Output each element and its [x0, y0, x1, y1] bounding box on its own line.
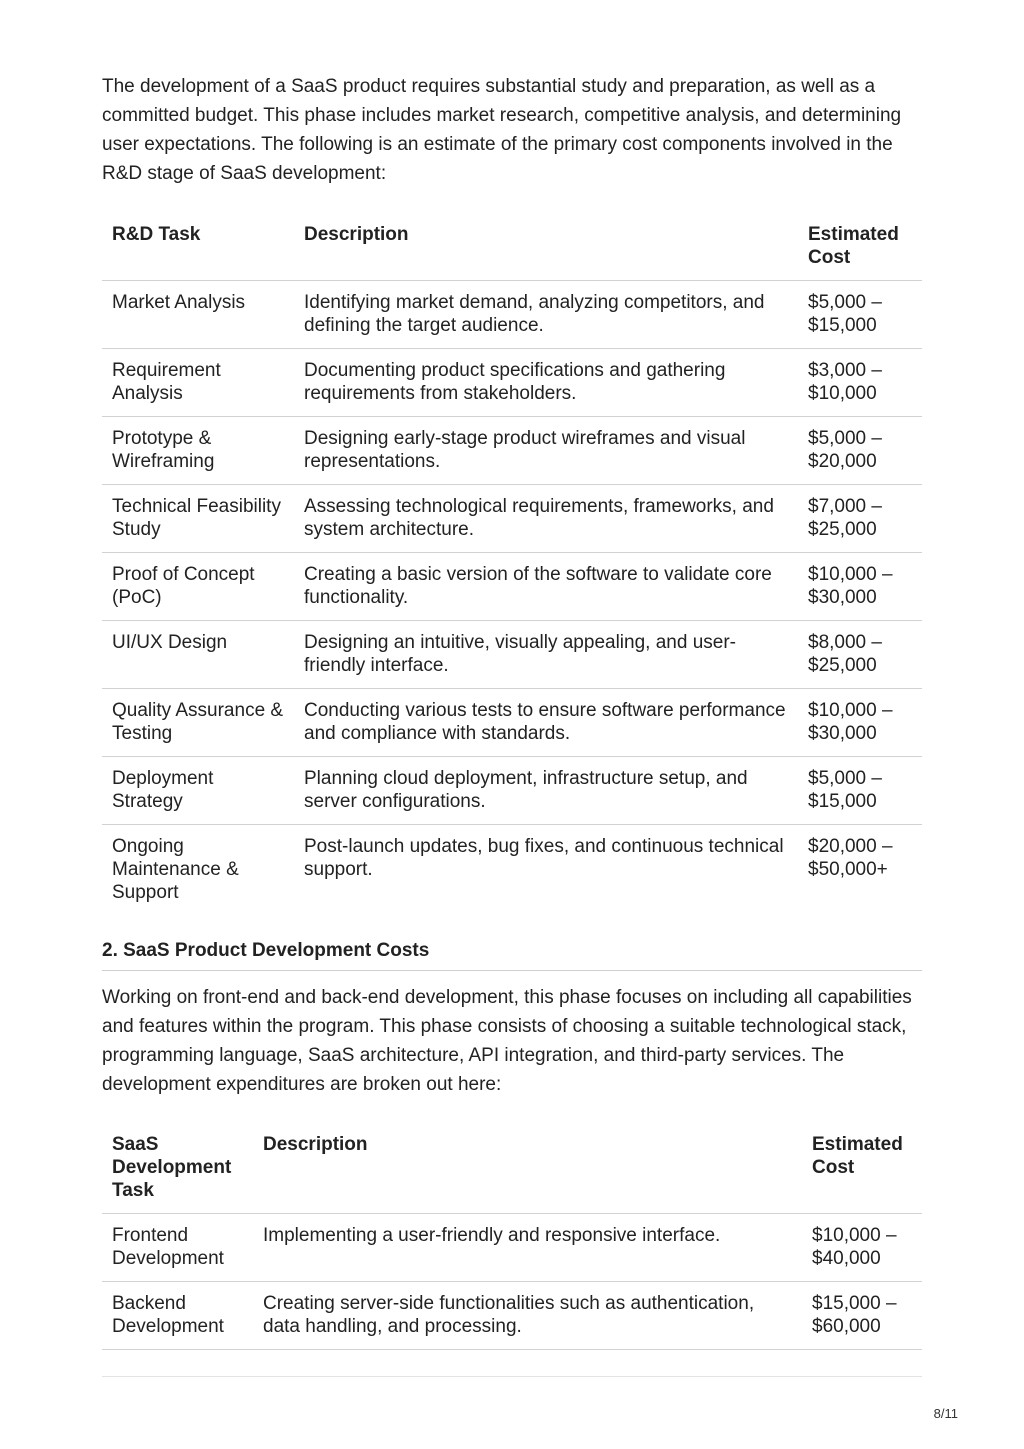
table-row	[102, 349, 922, 417]
document-body	[102, 72, 922, 1350]
description-cell: Documenting product specifications and gathering requirements from stakeholders.	[304, 360, 726, 404]
page-bottom-divider	[102, 1376, 922, 1377]
intro-paragraph: The development of a SaaS product requires substantial study and preparation, as well as a committed budget. This phase includes market research, competitive analysis, and determining user expectations. The following is an estimate of the primary cost components involved in the R&D stage of SaaS development:	[102, 76, 902, 184]
table-row	[102, 1282, 922, 1350]
table-header-row	[102, 1123, 922, 1214]
description-cell: Planning cloud deployment, infrastructure setup, and server configurations.	[304, 768, 748, 812]
description-cell: Creating a basic version of the software to validate core functionality.	[304, 564, 772, 608]
column-header-cost: Estimated Cost	[808, 224, 899, 268]
cost-cell: $5,000 – $15,000	[808, 768, 882, 812]
page-number: 8/11	[933, 1406, 958, 1421]
table-row	[102, 485, 922, 553]
column-header-description: Description	[304, 224, 409, 245]
table-row	[102, 757, 922, 825]
description-cell: Conducting various tests to ensure software performance and compliance with standards.	[304, 700, 786, 744]
description-cell: Identifying market demand, analyzing competitors, and defining the target audience.	[304, 292, 765, 336]
section-heading: 2. SaaS Product Development Costs	[102, 939, 922, 971]
task-cell: Market Analysis	[112, 292, 246, 313]
column-header-cost: Estimated Cost	[812, 1134, 903, 1178]
table-row	[102, 417, 922, 485]
table-row	[102, 281, 922, 349]
task-cell: Quality Assurance & Testing	[112, 700, 284, 744]
table-row	[102, 621, 922, 689]
cost-cell: $5,000 – $20,000	[808, 428, 882, 472]
task-cell: UI/UX Design	[112, 632, 228, 653]
description-cell: Post-launch updates, bug fixes, and continuous technical support.	[304, 836, 784, 880]
cost-cell: $5,000 – $15,000	[808, 292, 882, 336]
development-cost-table	[102, 1123, 922, 1350]
description-cell: Implementing a user-friendly and responsive interface.	[263, 1225, 721, 1246]
cost-cell: $10,000 – $40,000	[812, 1225, 897, 1269]
task-cell: Prototype & Wireframing	[112, 428, 215, 472]
column-header-task: R&D Task	[112, 224, 201, 245]
cost-cell: $7,000 – $25,000	[808, 496, 882, 540]
task-cell: Backend Development	[112, 1293, 224, 1337]
task-cell: Requirement Analysis	[112, 360, 221, 404]
cost-cell: $8,000 – $25,000	[808, 632, 882, 676]
task-cell: Deployment Strategy	[112, 768, 214, 812]
column-header-task: SaaS Development Task	[112, 1134, 232, 1201]
description-cell: Assessing technological requirements, frameworks, and system architecture.	[304, 496, 774, 540]
rd-cost-table	[102, 213, 922, 915]
task-cell: Frontend Development	[112, 1225, 224, 1269]
description-cell: Creating server-side functionalities such as authentication, data handling, and processing.	[263, 1293, 755, 1337]
table-header-row	[102, 213, 922, 281]
table-row	[102, 553, 922, 621]
description-cell: Designing early-stage product wireframes and visual representations.	[304, 428, 746, 472]
section-paragraph: Working on front-end and back-end development, this phase focuses on including all capabilities and features within the program. This phase consists of choosing a suitable technological stack, programming language, SaaS architecture, API integration, and third-party services. The development expenditures are broken out here:	[102, 987, 912, 1095]
cost-cell: $20,000 – $50,000+	[808, 836, 893, 880]
column-header-description: Description	[263, 1134, 368, 1155]
task-cell: Ongoing Maintenance & Support	[112, 836, 239, 903]
task-cell: Proof of Concept (PoC)	[112, 564, 255, 608]
cost-cell: $3,000 – $10,000	[808, 360, 882, 404]
description-cell: Designing an intuitive, visually appealing, and user-friendly interface.	[304, 632, 736, 676]
table-row	[102, 825, 922, 916]
table-row	[102, 689, 922, 757]
cost-cell: $10,000 – $30,000	[808, 564, 893, 608]
task-cell: Technical Feasibility Study	[112, 496, 281, 540]
cost-cell: $10,000 – $30,000	[808, 700, 893, 744]
cost-cell: $15,000 – $60,000	[812, 1293, 897, 1337]
table-row	[102, 1214, 922, 1282]
